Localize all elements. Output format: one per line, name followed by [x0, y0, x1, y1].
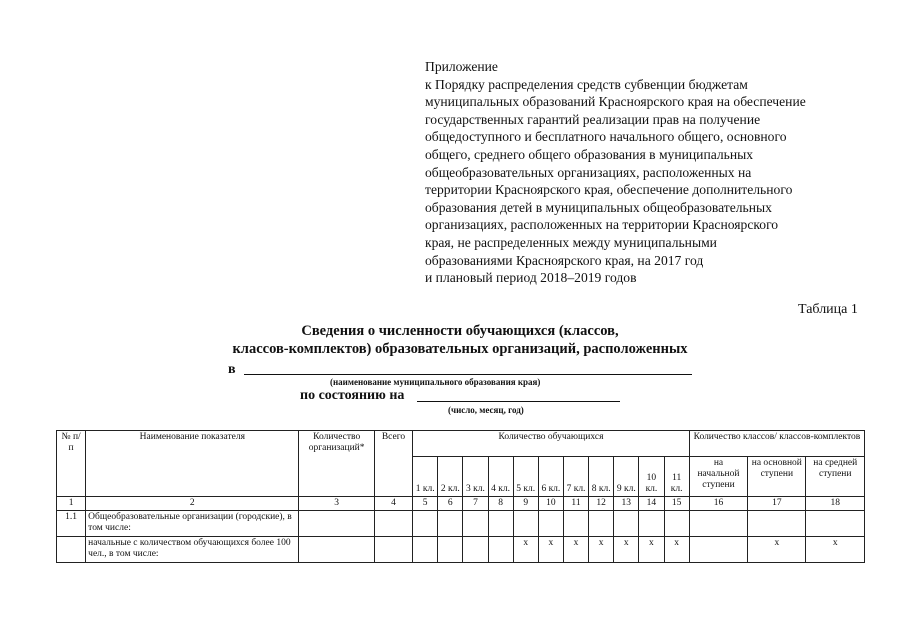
- row-number: [57, 537, 86, 563]
- table-cell: [513, 511, 538, 537]
- appendix-line: к Порядку распределения средств субвенции бюджетам: [425, 76, 748, 92]
- table-cell: х: [806, 537, 865, 563]
- header-grade: 1 кл.: [413, 457, 438, 497]
- table-cell: х: [664, 537, 689, 563]
- header-grade: 10 кл.: [639, 457, 664, 497]
- appendix-line: муниципальных образований Красноярского края на обеспечение: [425, 94, 806, 110]
- table-row: [57, 511, 865, 537]
- header-grade: 8 кл.: [589, 457, 614, 497]
- appendix-line: края, не распределенных между муниципальными: [425, 234, 717, 250]
- header-total: Всего: [374, 431, 412, 497]
- appendix-block: [425, 58, 865, 287]
- table-cell: [806, 511, 865, 537]
- table-cell: х: [589, 537, 614, 563]
- column-number: 8: [488, 497, 513, 511]
- appendix-line: организациях, расположенных на территории Красноярского: [425, 217, 779, 233]
- appendix-line: и плановый период 2018–2019 годов: [425, 270, 637, 286]
- table-cell: [374, 511, 412, 537]
- column-number: 14: [639, 497, 664, 511]
- title-line-1: Сведения о численности обучающихся (классов,: [301, 323, 619, 339]
- column-number: 13: [614, 497, 639, 511]
- table-cell: х: [538, 537, 563, 563]
- table-cell: [299, 511, 374, 537]
- title-line-2: классов-комплектов) образовательных организаций, расположенных: [232, 341, 688, 357]
- table-cell: [413, 511, 438, 537]
- column-number: 16: [689, 497, 747, 511]
- header-name: Наименование показателя: [86, 431, 299, 497]
- table-cell: [589, 511, 614, 537]
- column-number: 17: [748, 497, 806, 511]
- column-number: 9: [513, 497, 538, 511]
- table-cell: [488, 537, 513, 563]
- table-cell: [488, 511, 513, 537]
- appendix-line: государственных гарантий реализации прав на получение: [425, 111, 761, 127]
- table-cell: [639, 511, 664, 537]
- table-cell: х: [563, 537, 588, 563]
- header-orgs: Количество организаций*: [299, 431, 374, 497]
- header-students: Количество обучающихся: [413, 431, 690, 457]
- table-cell: х: [639, 537, 664, 563]
- header-level: на начальной ступени: [689, 457, 747, 497]
- column-number: 12: [589, 497, 614, 511]
- column-number: 4: [374, 497, 412, 511]
- in-prefix: в: [228, 362, 236, 377]
- table-cell: [689, 511, 747, 537]
- column-number: 2: [86, 497, 299, 511]
- date-caption: (число, месяц, год): [448, 405, 524, 415]
- row-name: Общеобразовательные организации (городские), в том числе:: [86, 511, 299, 537]
- appendix-line: образованиями Красноярского края, на 2017 год: [425, 252, 704, 268]
- column-number: 6: [438, 497, 463, 511]
- table-cell: х: [748, 537, 806, 563]
- table-cell: [664, 511, 689, 537]
- row-name: начальные с количеством обучающихся более 100 чел., в том числе:: [86, 537, 299, 563]
- column-number: 10: [538, 497, 563, 511]
- column-number: 7: [463, 497, 488, 511]
- header-classes: Количество классов/ классов-комплектов: [689, 431, 864, 457]
- table-cell: [413, 537, 438, 563]
- table-label: Таблица 1: [798, 302, 858, 317]
- header-grade: 9 кл.: [614, 457, 639, 497]
- table-cell: [374, 537, 412, 563]
- appendix-line: общего, среднего общего образования в муниципальных: [425, 146, 754, 162]
- municipality-blank: [244, 374, 692, 375]
- table-cell: [299, 537, 374, 563]
- table-cell: х: [614, 537, 639, 563]
- column-number: 1: [57, 497, 86, 511]
- header-level: на основной ступени: [748, 457, 806, 497]
- column-number: 11: [563, 497, 588, 511]
- column-number: 15: [664, 497, 689, 511]
- date-blank: [417, 401, 620, 402]
- appendix-line: общедоступного и бесплатного начального общего, основного: [425, 129, 787, 145]
- table-cell: [748, 511, 806, 537]
- column-number-row: [57, 497, 865, 511]
- header-grade: 3 кл.: [463, 457, 488, 497]
- header-num: № п/п: [57, 431, 86, 497]
- students-table: [56, 430, 865, 563]
- appendix-line: общеобразовательных организациях, расположенных на: [425, 164, 752, 180]
- appendix-line: Приложение: [425, 59, 498, 74]
- table-cell: [438, 511, 463, 537]
- header-grade: 4 кл.: [488, 457, 513, 497]
- header-grade: 7 кл.: [563, 457, 588, 497]
- date-prefix: по состоянию на: [300, 388, 405, 403]
- row-number: 1.1: [57, 511, 86, 537]
- header-grade: 5 кл.: [513, 457, 538, 497]
- header-grade: 6 кл.: [538, 457, 563, 497]
- table-cell: х: [513, 537, 538, 563]
- table-cell: [614, 511, 639, 537]
- municipality-caption: (наименование муниципального образования края): [330, 377, 541, 387]
- table-cell: [563, 511, 588, 537]
- table-cell: [463, 511, 488, 537]
- column-number: 5: [413, 497, 438, 511]
- table-cell: [438, 537, 463, 563]
- table-cell: [689, 537, 747, 563]
- appendix-line: образования детей в муниципальных общеобразовательных: [425, 199, 772, 215]
- table-row: [57, 537, 865, 563]
- document-title: [180, 322, 740, 358]
- column-number: 18: [806, 497, 865, 511]
- appendix-line: территории Красноярского края, обеспечение дополнительного: [425, 182, 793, 198]
- column-number: 3: [299, 497, 374, 511]
- table-cell: [538, 511, 563, 537]
- header-grade: 11 кл.: [664, 457, 689, 497]
- table-cell: [463, 537, 488, 563]
- header-grade: 2 кл.: [438, 457, 463, 497]
- header-level: на средней ступени: [806, 457, 865, 497]
